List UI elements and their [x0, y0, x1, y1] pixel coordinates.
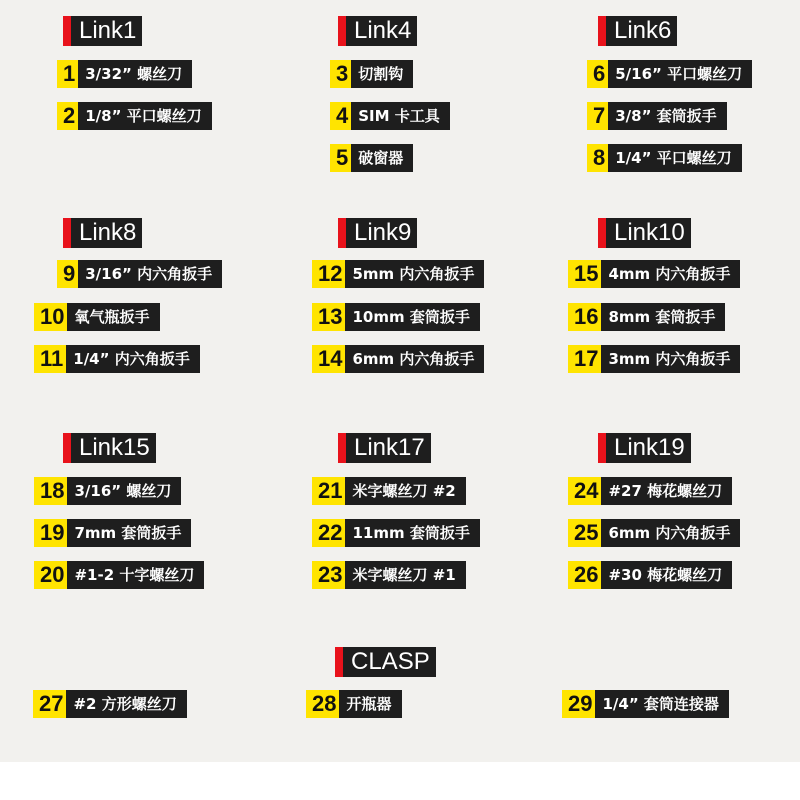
bottom-band — [0, 762, 800, 800]
section-header — [598, 433, 691, 463]
section-title: Link15 — [71, 433, 156, 463]
tool-item — [587, 60, 752, 88]
tool-number: 14 — [312, 345, 345, 373]
tool-item — [34, 345, 200, 373]
tool-item — [34, 477, 181, 505]
tool-label: 6mm 内六角扳手 — [601, 519, 740, 547]
tool-label: 切割钩 — [351, 60, 413, 88]
tool-number: 28 — [306, 690, 339, 718]
tool-item — [57, 60, 192, 88]
tool-item — [568, 519, 740, 547]
tool-number: 19 — [34, 519, 67, 547]
tool-label: #30 梅花螺丝刀 — [601, 561, 732, 589]
tool-label: SIM 卡工具 — [351, 102, 450, 130]
tool-label: 1/4” 平口螺丝刀 — [608, 144, 741, 172]
tool-number: 29 — [562, 690, 595, 718]
tool-label: 米字螺丝刀 #1 — [345, 561, 465, 589]
section-title: Link6 — [606, 16, 677, 46]
tool-label: #2 方形螺丝刀 — [66, 690, 186, 718]
tool-number: 6 — [587, 60, 608, 88]
tool-item — [568, 345, 740, 373]
tool-label: 3/8” 套筒扳手 — [608, 102, 726, 130]
tool-item — [587, 102, 727, 130]
tool-label: 1/4” 套筒连接器 — [595, 690, 728, 718]
tool-number: 7 — [587, 102, 608, 130]
tool-number: 20 — [34, 561, 67, 589]
tool-number: 8 — [587, 144, 608, 172]
tool-number: 17 — [568, 345, 601, 373]
tool-label: 开瓶器 — [339, 690, 401, 718]
red-marker — [338, 16, 346, 46]
section-title: Link4 — [346, 16, 417, 46]
tool-number: 4 — [330, 102, 351, 130]
tool-item — [330, 60, 413, 88]
tool-item — [312, 303, 480, 331]
tool-number: 2 — [57, 102, 78, 130]
tool-item — [587, 144, 742, 172]
tool-number: 27 — [33, 690, 66, 718]
tool-number: 10 — [34, 303, 67, 331]
section-header — [335, 647, 436, 677]
red-marker — [338, 218, 346, 248]
tool-item — [57, 260, 222, 288]
tool-label: 3mm 内六角扳手 — [601, 345, 740, 373]
section-header — [63, 218, 142, 248]
red-marker — [63, 16, 71, 46]
tool-number: 9 — [57, 260, 78, 288]
section-title: Link10 — [606, 218, 691, 248]
tool-number: 22 — [312, 519, 345, 547]
tool-label: 7mm 套筒扳手 — [67, 519, 191, 547]
tool-item — [330, 102, 450, 130]
section-header — [338, 16, 417, 46]
tool-label: 1/4” 内六角扳手 — [66, 345, 199, 373]
section-title: Link19 — [606, 433, 691, 463]
tool-number: 26 — [568, 561, 601, 589]
tool-item — [312, 477, 466, 505]
tool-number: 3 — [330, 60, 351, 88]
tool-item — [57, 102, 212, 130]
tool-item — [34, 303, 160, 331]
red-marker — [63, 433, 71, 463]
tool-label: 5/16” 平口螺丝刀 — [608, 60, 752, 88]
tool-label: 破窗器 — [351, 144, 413, 172]
section-header — [598, 16, 677, 46]
tool-number: 24 — [568, 477, 601, 505]
tool-number: 23 — [312, 561, 345, 589]
red-marker — [598, 433, 606, 463]
section-title: Link1 — [71, 16, 142, 46]
section-title: Link9 — [346, 218, 417, 248]
tool-label: 4mm 内六角扳手 — [601, 260, 740, 288]
red-marker — [338, 433, 346, 463]
red-marker — [598, 218, 606, 248]
tool-label: 3/16” 内六角扳手 — [78, 260, 222, 288]
tool-number: 13 — [312, 303, 345, 331]
tool-label: 10mm 套筒扳手 — [345, 303, 479, 331]
tool-item — [312, 519, 480, 547]
tool-number: 25 — [568, 519, 601, 547]
tool-number: 11 — [34, 345, 66, 373]
tool-number: 12 — [312, 260, 345, 288]
red-marker — [63, 218, 71, 248]
section-header — [338, 433, 431, 463]
tool-item — [33, 690, 187, 718]
tool-item — [568, 260, 740, 288]
section-header — [598, 218, 691, 248]
tool-item — [330, 144, 413, 172]
tool-label: 5mm 内六角扳手 — [345, 260, 484, 288]
tool-item — [306, 690, 402, 718]
section-header — [338, 218, 417, 248]
tool-number: 18 — [34, 477, 67, 505]
tool-item — [34, 519, 191, 547]
tool-label: #27 梅花螺丝刀 — [601, 477, 732, 505]
tool-number: 1 — [57, 60, 78, 88]
tool-number: 16 — [568, 303, 601, 331]
tool-label: 氧气瓶扳手 — [67, 303, 159, 331]
tool-item — [312, 561, 466, 589]
tool-item — [568, 561, 732, 589]
tool-item — [562, 690, 729, 718]
tool-label: 米字螺丝刀 #2 — [345, 477, 465, 505]
tool-label: 11mm 套筒扳手 — [345, 519, 479, 547]
tool-number: 5 — [330, 144, 351, 172]
tool-item — [568, 477, 732, 505]
tool-number: 15 — [568, 260, 601, 288]
tool-label: 1/8” 平口螺丝刀 — [78, 102, 211, 130]
red-marker — [335, 647, 343, 677]
red-marker — [598, 16, 606, 46]
tool-item — [312, 260, 484, 288]
tool-label: #1-2 十字螺丝刀 — [67, 561, 204, 589]
section-title: Link17 — [346, 433, 431, 463]
section-title: Link8 — [71, 218, 142, 248]
tool-label: 3/32” 螺丝刀 — [78, 60, 192, 88]
tool-item — [312, 345, 484, 373]
tool-label: 3/16” 螺丝刀 — [67, 477, 181, 505]
tool-number: 21 — [312, 477, 345, 505]
section-title: CLASP — [343, 647, 436, 677]
tool-label: 6mm 内六角扳手 — [345, 345, 484, 373]
tool-label: 8mm 套筒扳手 — [601, 303, 725, 331]
tool-item — [34, 561, 204, 589]
tool-item — [568, 303, 725, 331]
section-header — [63, 433, 156, 463]
section-header — [63, 16, 142, 46]
